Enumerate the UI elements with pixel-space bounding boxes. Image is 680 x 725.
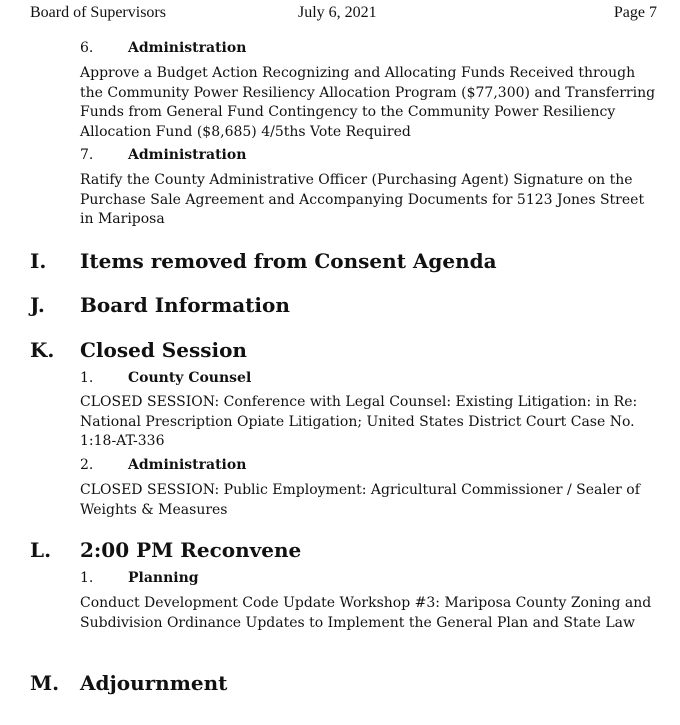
agenda-item-6-text: Approve a Budget Action Recognizing and Allocating Funds Received through the Community Power Resiliency Allocation Program ($77,300) and Transferring Funds from General Fund Contingency to the Community Power Resiliency Allocation Fund ($8,685) 4/5ths Vote Required xyxy=(80,65,656,141)
item-number: 1. xyxy=(80,370,94,386)
section-title: Adjournment xyxy=(80,671,228,695)
section-l-heading xyxy=(30,538,301,562)
section-letter: J. xyxy=(30,293,45,317)
closed-session-item-1-heading xyxy=(80,370,251,386)
item-number: 7. xyxy=(80,147,94,163)
agenda-item-7-text: Ratify the County Administrative Officer (Purchasing Agent) Signature on the Purchase Sale Agreement and Accompanying Documents for 5123 Jones Street in Mariposa xyxy=(80,172,645,228)
item-number: 6. xyxy=(80,40,94,56)
reconvene-item-1-heading xyxy=(80,570,199,586)
section-letter: M. xyxy=(30,671,60,695)
section-title: 2:00 PM Reconvene xyxy=(80,538,302,562)
reconvene-item-1-text: Conduct Development Code Update Workshop #3: Mariposa County Zoning and Subdivision Ordinance Updates to Implement the General Plan and State Law xyxy=(80,595,652,631)
item-department: Administration xyxy=(128,457,247,473)
section-title: Items removed from Consent Agenda xyxy=(80,249,497,273)
section-m-heading xyxy=(30,671,227,695)
section-letter: K. xyxy=(30,338,55,362)
item-department: County Counsel xyxy=(128,370,252,386)
agenda-item-6-heading xyxy=(80,40,246,56)
header-board-name: Board of Supervisors xyxy=(30,4,166,21)
section-letter: I. xyxy=(30,249,47,273)
item-department: Planning xyxy=(128,570,199,586)
closed-session-item-2-text: CLOSED SESSION: Public Employment: Agricultural Commissioner / Sealer of Weights & Measures xyxy=(80,482,640,518)
closed-session-item-1-text: CLOSED SESSION: Conference with Legal Counsel: Existing Litigation: in Re: National Prescription Opiate Litigation; United States District Court Case No. 1:18-AT-336 xyxy=(80,394,638,450)
item-number: 2. xyxy=(80,457,94,473)
item-department: Administration xyxy=(128,40,247,56)
section-title: Board Information xyxy=(80,293,290,317)
section-j-heading xyxy=(30,293,290,317)
closed-session-item-2-heading xyxy=(80,457,246,473)
item-number: 1. xyxy=(80,570,94,586)
page-header xyxy=(0,4,680,24)
item-department: Administration xyxy=(128,147,247,163)
header-date: July 6, 2021 xyxy=(298,4,377,21)
header-page-number: Page 7 xyxy=(613,4,657,21)
section-title: Closed Session xyxy=(80,338,247,362)
agenda-item-7-heading xyxy=(80,147,246,163)
section-k-heading xyxy=(30,338,247,362)
section-i-heading xyxy=(30,249,497,273)
section-letter: L. xyxy=(30,538,52,562)
